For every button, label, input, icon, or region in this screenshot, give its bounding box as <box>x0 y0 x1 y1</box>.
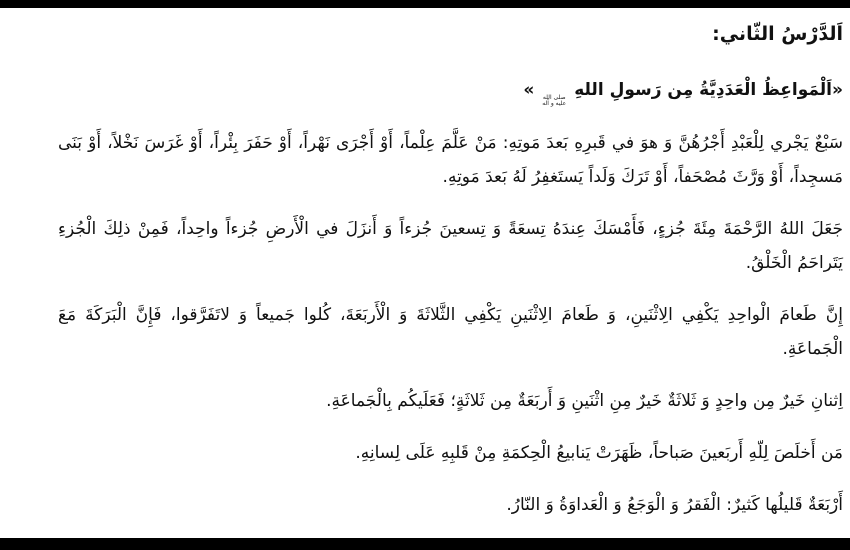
closing-guillemet: » <box>523 79 535 100</box>
chapter-subtitle <box>58 73 843 109</box>
hadith-paragraph-5: مَن أَخلَصَ لِلّهِ أَربَعينَ صَباحاً، ظَهَرَتْ يَنابيعُ الْحِكمَةِ مِنْ قَلبِهِ عَلَى لِسانِهِ. <box>355 443 843 464</box>
honorific-bottom-line: عليه و آله <box>542 100 567 108</box>
document-page <box>0 8 850 538</box>
hadith-paragraph-3: إِنَّ طَعامَ الْواحِدِ يَكْفِي الِاثْنَينِ، وَ طَعامَ الِاثْنَينِ يَكْفِي الثَّلاثَةَ وَ الْأَربَعَةَ، كُلوا جَميعاً وَ لاتَفَرَّقوا، فَإِنَّ الْبَرَكَةَ مَعَ الْجَماعَةِ. <box>58 305 843 360</box>
pbuh-honorific-mark <box>542 95 566 109</box>
subtitle-text: «اَلْمَواعِظُ الْعَدَدِيَّةُ مِن رَسولِ اللهِ <box>574 79 843 100</box>
top-letterbox-bar <box>0 0 850 8</box>
hadith-paragraph-1: سَبْعٌ يَجْري لِلْعَبْدِ أَجْرُهُنَّ وَ هوَ في قَبرِهِ بَعدَ مَوتِهِ: مَنْ عَلَّمَ عِلْماً، أَوْ أَجْرَى نَهْراً، أَوْ حَفَرَ بِئْراً، أَوْ غَرَسَ نَخْلاً، أَوْ بَنَى مَسجِداً، أَوْ وَرَّثَ مُصْحَفاً، أَوْ تَرَكَ وَلَداً يَستَغفِرُ لَهُ بَعدَ مَوتِهِ. <box>58 133 843 188</box>
hadith-paragraph-2: جَعَلَ اللهُ الرَّحْمَةَ مِئَةَ جُزءٍ، فَأَمْسَكَ عِندَهُ تِسعَةً وَ تِسعينَ جُزءاً وَ أَنزَلَ في الْأَرضِ جُزءاً واحِداً، فَمِنْ ذلِكَ الْجُزءِ يَتَراحَمُ الْخَلْقُ. <box>58 219 843 274</box>
hadith-paragraph-4: اِثنانِ خَيرٌ مِن واحِدٍ وَ ثَلاثَةٌ خَيرٌ مِنِ اثْنَينِ وَ أَربَعَةٌ مِن ثَلاثَةٍ؛ فَعَلَيكُم بِالْجَماعَةِ. <box>326 391 843 412</box>
hadith-paragraph-6: أَرْبَعَةٌ قَليلُها كَثيرٌ: الْفَقرُ وَ الْوَجَعُ وَ الْعَداوَةُ وَ النّارُ. <box>506 495 843 516</box>
bottom-letterbox-bar <box>0 538 850 550</box>
lesson-title: اَلدَّرْسُ الثّاني: <box>712 23 843 45</box>
honorific-top-line: صلى الله <box>542 93 566 101</box>
